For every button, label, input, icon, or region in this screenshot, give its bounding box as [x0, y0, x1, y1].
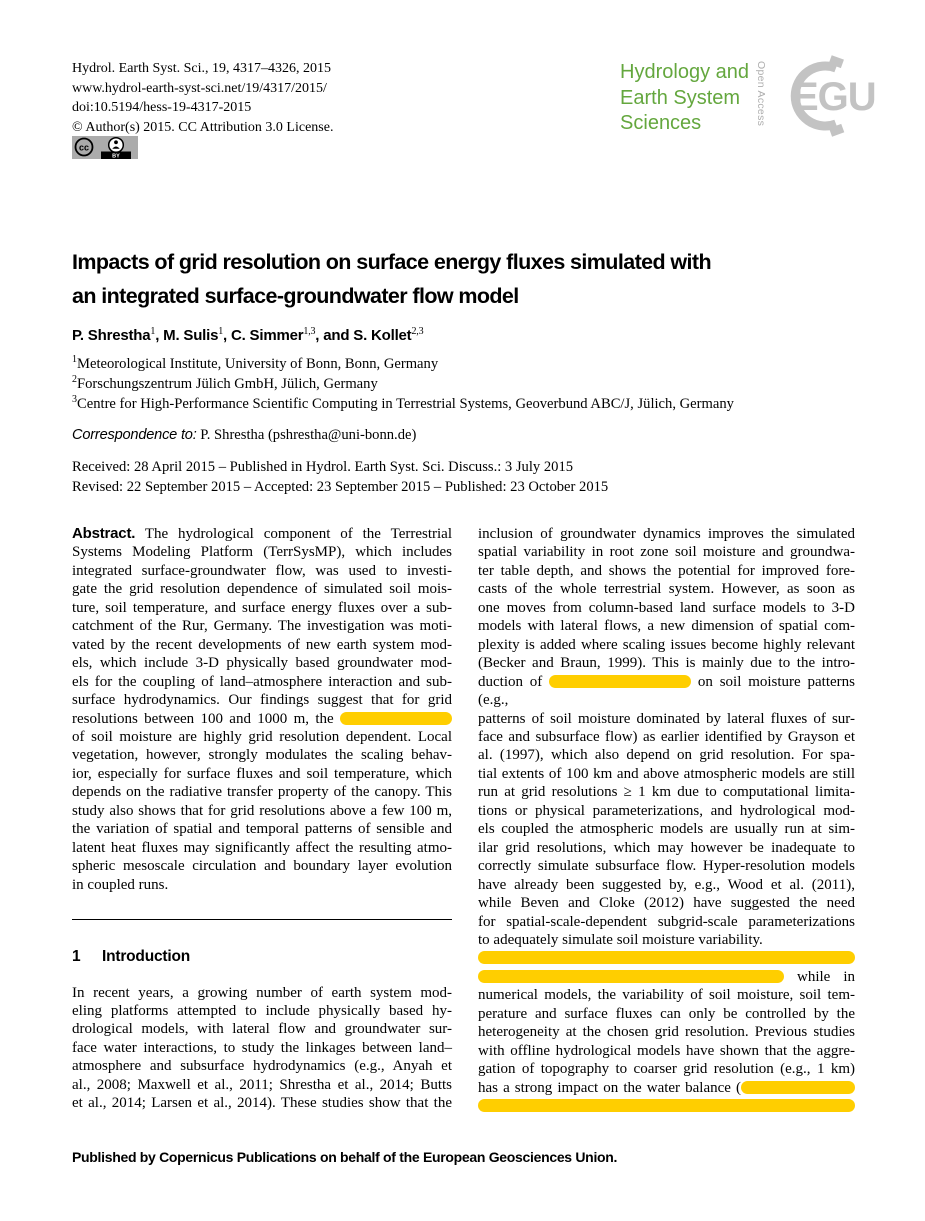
introduction-paragraph: [72, 984, 452, 1113]
text-line: $^2$Forschungszentrum Jülich GmbH, Jülich, Germany: [72, 373, 378, 392]
egu-logo: [770, 55, 882, 142]
text-line: depends on the radiative transfer property of the canopy. This: [72, 784, 452, 801]
text-line: for spatial-scale-dependent subgrid-scale parameterizations: [478, 913, 855, 930]
text-line: al., 2008; Maxwell et al., 2011; Shrestha et al., 2014; Butts: [72, 1076, 452, 1093]
text-line: [478, 1097, 855, 1115]
text-line: Earth System: [620, 86, 741, 109]
text-line: atmosphere and subsurface hydrodynamics (e.g., Anyah et: [72, 1058, 452, 1075]
highlight-redaction-bar: [549, 675, 691, 688]
text-line: catchment of the Rur, Germany. The investigation was moti-: [72, 618, 452, 635]
text-line: heterogeneity at the chosen grid resolution. Previous studies: [478, 1024, 855, 1041]
text-line: $^3$Centre for High-Performance Scientific Computing in Terrestrial Systems, Geoverbund ABC/J, Jülich, Germany: [72, 393, 734, 412]
text-line: $^1$Meteorological Institute, University of Bonn, Bonn, Germany: [72, 354, 439, 372]
text-line: In recent years, a growing number of earth system mod-: [72, 984, 452, 1001]
text-line: eling platforms attempted to include physically based hy-: [72, 1002, 452, 1019]
text-line: has a strong impact on the water balance (: [478, 1079, 855, 1097]
left-column: [72, 525, 452, 1113]
text-line: (Becker and Braun, 1999). This is mainly due to the intro-: [478, 655, 855, 672]
text-line: et al., 2014; Larsen et al., 2014). These studies show that the: [72, 1095, 452, 1112]
text-line: integrated surface-groundwater flow, was used to investi-: [72, 562, 452, 579]
by-person-icon: [109, 138, 124, 153]
text-line: ter table depth, and shows the potential for improved fore-: [478, 562, 855, 579]
text-line: © Author(s) 2015. CC Attribution 3.0 License.: [72, 119, 334, 135]
text-line: vated by the recent developments of new earth system mod-: [72, 636, 452, 653]
affiliations: [72, 355, 734, 414]
text-line: perature and surface fluxes can only be controlled by the: [478, 1005, 855, 1022]
text-line: run at grid resolutions ≥ 1 km due to computational limita-: [478, 784, 855, 801]
text-line: els for the coupling of land–atmosphere interaction and sub-: [72, 673, 452, 690]
text-line: while in: [478, 968, 855, 986]
section-divider: [72, 919, 452, 920]
bold-text: , and S. Kollet: [315, 327, 412, 344]
text-line: one moves from column-based land surface models to 3-D: [478, 599, 855, 616]
author-list: [72, 327, 423, 344]
journal-name: [620, 60, 749, 137]
section-heading-introduction: [72, 948, 452, 966]
text-line: gate the grid resolution dependence of simulated soil mois-: [72, 581, 452, 598]
text-line: while Beven and Cloke (2012) have suggested the need: [478, 895, 855, 912]
text-line: spatial variability in root zone soil moisture and groundwa-: [478, 544, 855, 561]
superscript: 2: [72, 373, 77, 385]
highlight-redaction-bar: [478, 970, 784, 983]
text-line: al. (1997), which also depend on grid resolution. For spa-: [478, 747, 855, 764]
svg-text:cc: cc: [78, 142, 90, 153]
text-line: the variation of spatial and temporal patterns of sensible and: [72, 821, 452, 838]
text-line: face and subsurface flow) as earlier identified by Grayson et: [478, 728, 855, 745]
egu-wordmark: EGU: [792, 75, 876, 119]
text-line: [478, 949, 855, 967]
text-line: Correspondence to: P. Shrestha (pshrestha@uni-bonn.de): [72, 427, 417, 443]
text-line: Revised: 22 September 2015 – Accepted: 23 September 2015 – Published: 23 October 2015: [72, 478, 609, 495]
text-line: els coupled the atmospheric models are usually run at sim-: [478, 821, 855, 838]
text-line: ior, especially for surface fluxes and soil temperature, which: [72, 765, 452, 782]
text-line: duction of on soil moisture patterns (e.g.,: [478, 673, 855, 709]
cc-by-badge: [72, 136, 138, 164]
highlight-redaction-bar: [340, 712, 452, 725]
text-line: Hydrology and: [620, 61, 749, 83]
superscript: 1: [150, 326, 156, 337]
superscript: 1,3: [303, 326, 316, 337]
text-line: www.hydrol-earth-syst-sci.net/19/4317/2015/: [72, 80, 327, 96]
correspondence-line: [72, 427, 416, 444]
text-line: spheric mesoscale circulation and boundary layer evolution: [72, 858, 452, 875]
italic-label: Correspondence to:: [72, 427, 197, 443]
text-line: [72, 327, 423, 344]
open-access-label: Open Access: [755, 61, 767, 127]
text-line: numerical models, the variability of soil moisture, soil tem-: [478, 987, 855, 1004]
abstract: [72, 525, 452, 894]
cc-by-label: BY: [112, 153, 120, 159]
right-column: [478, 525, 855, 1116]
text-line: doi:10.5194/hess-19-4317-2015: [72, 100, 252, 116]
text-line: Abstract. The hydrological component of the Terrestrial: [72, 525, 452, 542]
text-line: study also shows that for grid resolutions above a few 100 m,: [72, 802, 452, 819]
text-line: casts of the whole terrestrial system. However, as soon as: [478, 581, 855, 598]
text-line: in coupled runs.: [72, 876, 169, 893]
text-line: gation of topography to coarser grid resolution (e.g., 1 km): [478, 1061, 855, 1078]
text-line: to adequately simulate soil moisture variability.: [478, 931, 763, 948]
bold-text: P. Shrestha: [72, 327, 151, 344]
text-line: resolutions between 100 and 1000 m, the: [72, 710, 452, 728]
text-line: ture, soil temperature, and surface energy fluxes over a sub-: [72, 599, 452, 616]
text-line: tions or physical parameterizations, and hydrological mod-: [478, 802, 855, 819]
section-number: 1: [72, 948, 81, 966]
text-line: vegetation, however, strongly modulates the scaling behav-: [72, 747, 452, 764]
text-line: plexity is added where scaling issues become highly relevant: [478, 636, 855, 653]
highlight-redaction-bar: [741, 1081, 855, 1094]
citation-block: [72, 59, 333, 137]
text-line: tial extents of 100 km and above atmospheric models are still: [478, 765, 855, 782]
text-line: face water interactions, to study the linkages between land–: [72, 1039, 452, 1056]
text-line: Received: 28 April 2015 – Published in Hydrol. Earth Syst. Sci. Discuss.: 3 July 2015: [72, 459, 574, 475]
text-line: Systems Modeling Platform (TerrSysMP), which includes: [72, 544, 452, 561]
text-line: patterns of soil moisture dominated by lateral fluxes of sur-: [478, 710, 855, 727]
text-line: ilar grid resolutions, which may however be inadequate to: [478, 839, 855, 856]
bold-text: Abstract.: [72, 525, 136, 542]
text-line: drological models, with lateral flow and groundwater sur-: [72, 1021, 452, 1038]
text-line: Hydrol. Earth Syst. Sci., 19, 4317–4326, 2015: [72, 61, 331, 76]
section-title: Introduction: [102, 948, 190, 966]
publication-dates: [72, 458, 608, 497]
text-line: with offline hydrological models have shown that the aggre-: [478, 1042, 855, 1059]
superscript: 2,3: [411, 326, 424, 337]
text-line: surface hydrodynamics. Our findings suggest that for grid: [72, 692, 452, 709]
text-line: els, which include 3-D physically based groundwater mod-: [72, 655, 452, 672]
text-line: correctly simulate subsurface flow. Hyper-resolution models: [478, 858, 855, 875]
highlight-redaction-bar: [478, 1099, 855, 1112]
text-line: inclusion of groundwater dynamics improves the simulated: [478, 526, 855, 542]
text-line: models with lateral flows, a new dimension of spatial com-: [478, 618, 855, 635]
text-line: Sciences: [620, 112, 702, 134]
text-line: an integrated surface-groundwater flow model: [72, 283, 519, 308]
text-line: have already been suggested by, e.g., Wood et al. (2011),: [478, 876, 855, 893]
superscript: 1: [218, 326, 224, 337]
text-line: latent heat fluxes may significantly affect the resulting atmo-: [72, 839, 452, 856]
bold-text: , M. Sulis: [155, 327, 219, 344]
publisher-footer: Published by Copernicus Publications on behalf of the European Geosciences Union.: [72, 1149, 618, 1165]
text-line: Impacts of grid resolution on surface energy fluxes simulated with: [72, 250, 711, 274]
highlight-redaction-bar: [478, 951, 855, 964]
bold-text: , C. Simmer: [223, 327, 304, 344]
text-line: of soil moisture are highly grid resolution dependent. Local: [72, 728, 452, 745]
superscript: 1: [72, 354, 77, 366]
superscript: 3: [72, 393, 77, 405]
paper-title: [72, 246, 872, 313]
